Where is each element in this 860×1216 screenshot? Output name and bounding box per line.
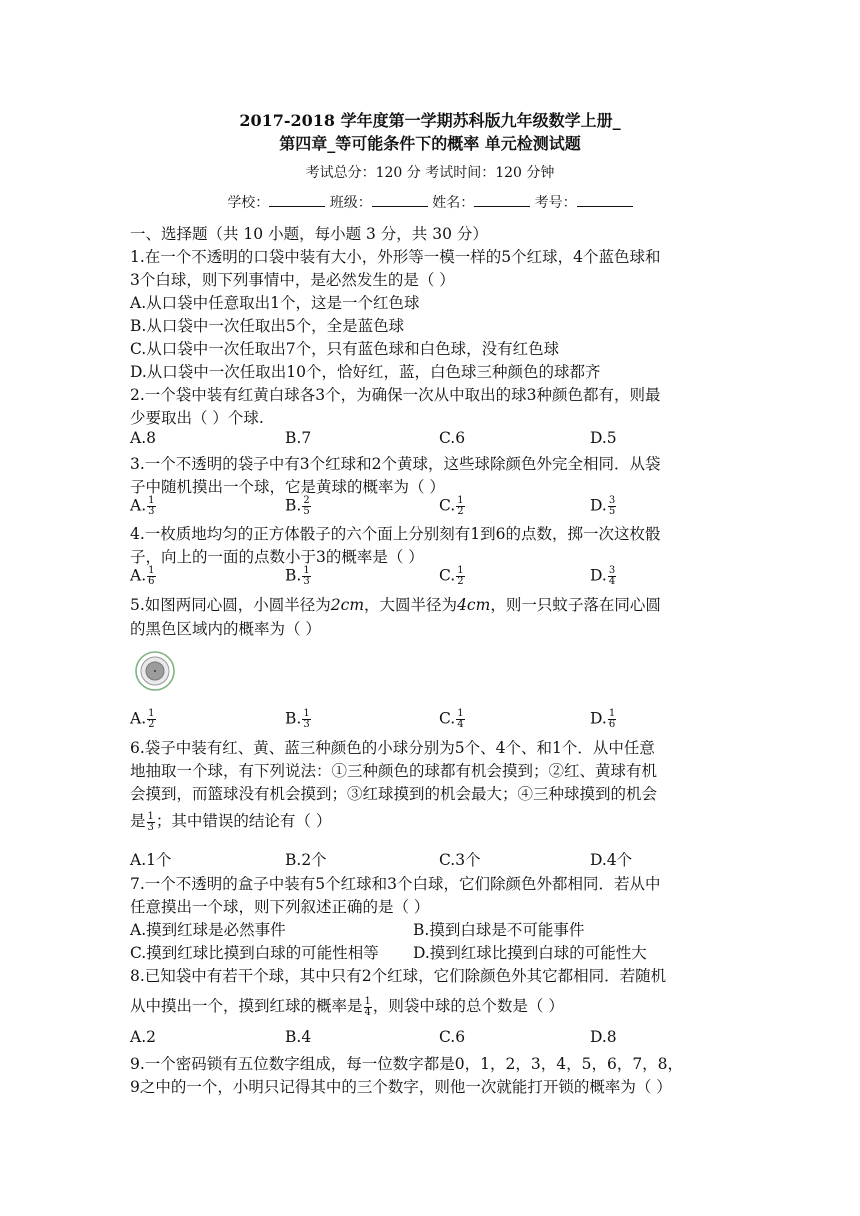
q5-option-b: B. $\frac{1}{3}$ — [285, 708, 310, 730]
fraction: $\frac{1}{3}$ — [303, 708, 310, 730]
q7-option-b: B.摸到白球是不可能事件 — [413, 921, 585, 939]
q8-stem-line-1: 8.已知袋中有若干个球，其中只有2个红球，它们除颜色外其它都相同．若随机 — [130, 967, 667, 985]
q4-option-a: A. $\frac{1}{6}$ — [130, 565, 155, 587]
fraction: $\frac{1}{2}$ — [457, 495, 464, 517]
q1-option-a: A.从口袋中任意取出1个，这是一个红色球 — [130, 294, 420, 312]
q7-option-a: A.摸到红球是必然事件 — [130, 921, 286, 939]
field-class-label: 班级： — [329, 195, 372, 211]
q4-option-d: D. $\frac{3}{4}$ — [590, 565, 616, 587]
fraction: $\frac{1}{4}$ — [457, 708, 464, 730]
q9-stem-line-1: 9.一个密码锁有五位数字组成，每一位数字都是0，1，2，3，4，5，6，7，8， — [130, 1055, 684, 1073]
q6-option-b: B.2个 — [285, 851, 327, 869]
q7-option-c: C.摸到红球比摸到白球的可能性相等 — [130, 944, 379, 962]
field-name-label: 姓名： — [432, 195, 475, 211]
q7-stem-line-1: 7.一个不透明的盒子中装有5个红球和3个白球，它们除颜色外都相同．若从中 — [130, 875, 661, 893]
q6-stem-line-2: 地抽取一个球，有下列说法：①三种颜色的球都有机会摸到；②红、黄球有机 — [130, 762, 658, 780]
field-name-blank[interactable] — [474, 194, 530, 207]
q9-stem-line-2: 9之中的一个，小明只记得其中的三个数字，则他一次就能打开锁的概率为（ ） — [130, 1078, 672, 1096]
q2-stem-line-2: 少要取出（ ）个球. — [130, 409, 264, 427]
q1-stem-line-2: 3个白球，则下列事情中，是必然发生的是（ ） — [130, 271, 455, 289]
q6-stem-line-4: 是 $\frac{1}{3}$ ；其中错误的结论有（ ） — [130, 810, 332, 833]
q4-option-b: B. $\frac{1}{3}$ — [285, 565, 310, 587]
exam-info: 考试总分：120 分 考试时间：120 分钟 — [305, 165, 555, 181]
concentric-circles-figure — [134, 650, 176, 692]
fraction: $\frac{1}{2}$ — [148, 708, 155, 730]
section-heading: 一、选择题（共 10 小题，每小题 3 分，共 30 分） — [130, 225, 488, 243]
q5-option-a: A. $\frac{1}{2}$ — [130, 708, 155, 730]
q8-option-a: A.2 — [130, 1028, 156, 1046]
q3-option-d: D. $\frac{3}{5}$ — [590, 495, 616, 517]
q7-option-d: D.摸到红球比摸到白球的可能性大 — [413, 944, 647, 962]
field-id-blank[interactable] — [577, 194, 633, 207]
q4-stem-line-1: 4.一枚质地均匀的正方体骰子的六个面上分别刻有1到6的点数，掷一次这枚骰 — [130, 525, 661, 543]
fraction: $\frac{1}{3}$ — [148, 495, 155, 517]
q2-option-b: B.7 — [285, 429, 312, 447]
q2-option-d: D.5 — [590, 429, 617, 447]
field-school-blank[interactable] — [269, 194, 325, 207]
q3-stem-line-1: 3.一个不透明的袋子中有3个红球和2个黄球，这些球除颜色外完全相同．从袋 — [130, 455, 661, 473]
q5-stem-line-2: 的黑色区域内的概率为（ ） — [130, 620, 321, 638]
q1-stem-line-1: 1.在一个不透明的口袋中装有大小，外形等一模一样的5个红球，4个蓝色球和 — [130, 248, 661, 266]
q8-option-c: C.6 — [439, 1028, 466, 1046]
fraction: $\frac{1}{4}$ — [364, 995, 371, 1018]
exam-title-line-1: 2017-2018 学年度第一学期苏科版九年级数学上册_ — [239, 111, 621, 130]
student-info-fields — [0, 192, 860, 212]
q2-stem-line-1: 2.一个袋中装有红黄白球各3个，为确保一次从中取出的球3种颜色都有，则最 — [130, 386, 661, 404]
q1-option-b: B.从口袋中一次任取出5个，全是蓝色球 — [130, 317, 405, 335]
q2-option-c: C.6 — [439, 429, 466, 447]
field-school-label: 学校： — [227, 195, 270, 211]
q3-option-a: A. $\frac{1}{3}$ — [130, 495, 155, 517]
fraction: $\frac{1}{6}$ — [148, 565, 155, 587]
q8-option-d: D.8 — [590, 1028, 617, 1046]
q6-option-d: D.4个 — [590, 851, 633, 869]
q6-stem-line-1: 6.袋子中装有红、黄、蓝三种颜色的小球分别为5个、4个、和1个．从中任意 — [130, 739, 655, 757]
exam-title-line-2: 第四章_等可能条件下的概率 单元检测试题 — [279, 134, 581, 153]
fraction: $\frac{1}{2}$ — [457, 565, 464, 587]
q4-stem-line-2: 子，向上的一面的点数小于3的概率是（ ） — [130, 548, 424, 566]
q5-stem-line-1: 5.如图两同心圆，小圆半径为2cm，大圆半径为4cm，则一只蚊子落在同心圆 — [130, 596, 661, 614]
fraction: $\frac{1}{6}$ — [608, 708, 616, 730]
q8-option-b: B.4 — [285, 1028, 312, 1046]
q6-option-c: C.3个 — [439, 851, 481, 869]
q5-option-c: C. $\frac{1}{4}$ — [439, 708, 464, 730]
q3-option-c: C. $\frac{1}{2}$ — [439, 495, 464, 517]
fraction: $\frac{1}{3}$ — [147, 810, 154, 833]
q8-stem-line-2: 从中摸出一个，摸到红球的概率是 $\frac{1}{4}$ ，则袋中球的总个数是（ ） — [130, 995, 564, 1018]
q4-option-c: C. $\frac{1}{2}$ — [439, 565, 464, 587]
field-class-blank[interactable] — [372, 194, 428, 207]
fraction: $\frac{1}{3}$ — [303, 565, 310, 587]
q5-option-d: D. $\frac{1}{6}$ — [590, 708, 616, 730]
q6-option-a: A.1个 — [130, 851, 172, 869]
center-point — [154, 670, 156, 672]
q1-option-d: D.从口袋中一次任取出10个，恰好红，蓝，白色球三种颜色的球都齐 — [130, 363, 601, 381]
q6-stem-line-3: 会摸到，而篮球没有机会摸到；③红球摸到的机会最大；④三种球摸到的机会 — [130, 785, 658, 803]
fraction: $\frac{3}{5}$ — [608, 495, 616, 517]
fraction: $\frac{2}{5}$ — [303, 495, 310, 517]
q2-option-a: A.8 — [130, 429, 156, 447]
q7-stem-line-2: 任意摸出一个球，则下列叙述正确的是（ ） — [130, 898, 430, 916]
q3-option-b: B. $\frac{2}{5}$ — [285, 495, 310, 517]
q3-stem-line-2: 子中随机摸出一个球，它是黄球的概率为（ ） — [130, 478, 445, 496]
q1-option-c: C.从口袋中一次任取出7个，只有蓝色球和白色球，没有红色球 — [130, 340, 560, 358]
fraction: $\frac{3}{4}$ — [608, 565, 616, 587]
field-id-label: 考号： — [534, 195, 577, 211]
